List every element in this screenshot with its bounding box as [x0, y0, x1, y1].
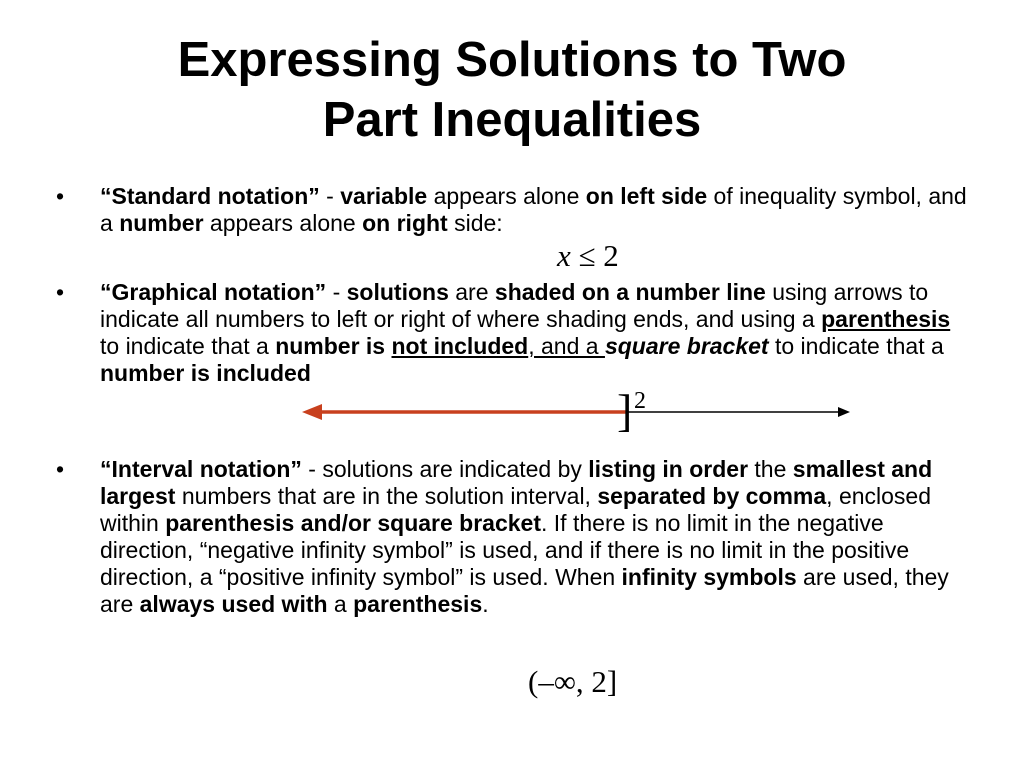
text-span: a — [327, 591, 354, 617]
emphasis-not-included: not included — [391, 333, 529, 359]
emphasis-variable: variable — [340, 183, 428, 209]
text-span: the — [748, 456, 793, 482]
emphasis-always-used: always used with — [139, 591, 328, 617]
text-span: . — [482, 591, 489, 617]
title-line-1: Expressing Solutions to Two — [177, 33, 847, 87]
bullet-dot: • — [56, 279, 65, 305]
title-line-2: Part Inequalities — [322, 93, 702, 147]
text-span: are — [448, 279, 495, 305]
math-variable: x — [557, 238, 571, 273]
emphasis-infinity-symbols: infinity symbols — [621, 564, 797, 590]
text-span: numbers that are in the solution interval, — [175, 483, 598, 509]
closed-bracket: ] — [617, 385, 633, 436]
emphasis-parenthesis: parenthesis — [821, 306, 951, 332]
text-span: . If there is no limit in the negative direction, “negative infinity symbol” is used, and if there is no limit in the positive direction, a “positive infinity symbol” is used. When — [100, 510, 910, 590]
endpoint-label: 2 — [634, 388, 646, 414]
bullet-graphical-notation — [56, 279, 970, 387]
text-span: using arrows to indicate all numbers to left or right of where shading ends, and using a — [100, 279, 929, 332]
term-graphical-notation: “Graphical notation” — [100, 279, 327, 305]
text-span: to indicate that a — [100, 333, 276, 359]
math-expression: ≤ 2 — [570, 238, 619, 273]
text-span: appears alone — [427, 183, 586, 209]
emphasis-number-is: number is — [275, 333, 392, 359]
text-span: of inequality symbol, and a — [100, 183, 967, 236]
axis-right-arrowhead — [838, 407, 850, 417]
emphasis-parenthesis-final: parenthesis — [353, 591, 483, 617]
text-span: appears alone — [203, 210, 363, 236]
term-standard-notation: “Standard notation” — [100, 183, 320, 209]
emphasis-square-bracket: square bracket — [604, 333, 769, 359]
slide-title — [0, 30, 1024, 150]
bullet-interval-notation — [56, 456, 970, 618]
text-span: , enclosed within — [100, 483, 932, 536]
text-span: to indicate that a — [768, 333, 944, 359]
emphasis-shaded: shaded on a number line — [494, 279, 766, 305]
emphasis-right: on right — [362, 210, 448, 236]
emphasis-listing: listing in order — [588, 456, 749, 482]
number-line-graphic — [290, 380, 870, 440]
emphasis-solutions: solutions — [346, 279, 449, 305]
bullet-standard-notation — [56, 183, 970, 237]
emphasis-number-included — [100, 360, 311, 386]
text-span: , and a — [528, 333, 605, 359]
emphasis-smallest-largest: smallest and largest — [100, 456, 933, 509]
shaded-arrow-head — [302, 404, 322, 420]
emphasis-comma: separated by comma — [597, 483, 827, 509]
text-span: side: — [447, 210, 503, 236]
text-span: are used, they are — [100, 564, 949, 617]
emphasis-left-side: on left side — [585, 183, 708, 209]
text-span: - — [319, 183, 341, 209]
emphasis-number: number — [119, 210, 204, 236]
bullet-dot: • — [56, 183, 65, 209]
interval-notation-example: (–∞, 2] — [528, 664, 618, 699]
standard-notation-example — [557, 238, 619, 274]
emphasis-parenthesis-bracket: parenthesis and/or square bracket — [165, 510, 542, 536]
text-span: - — [326, 279, 347, 305]
term-interval-notation: “Interval notation” — [100, 456, 302, 482]
text-span: number is included — [100, 360, 311, 386]
text-span: - solutions are indicated by — [301, 456, 589, 482]
bullet-dot: • — [56, 456, 65, 482]
